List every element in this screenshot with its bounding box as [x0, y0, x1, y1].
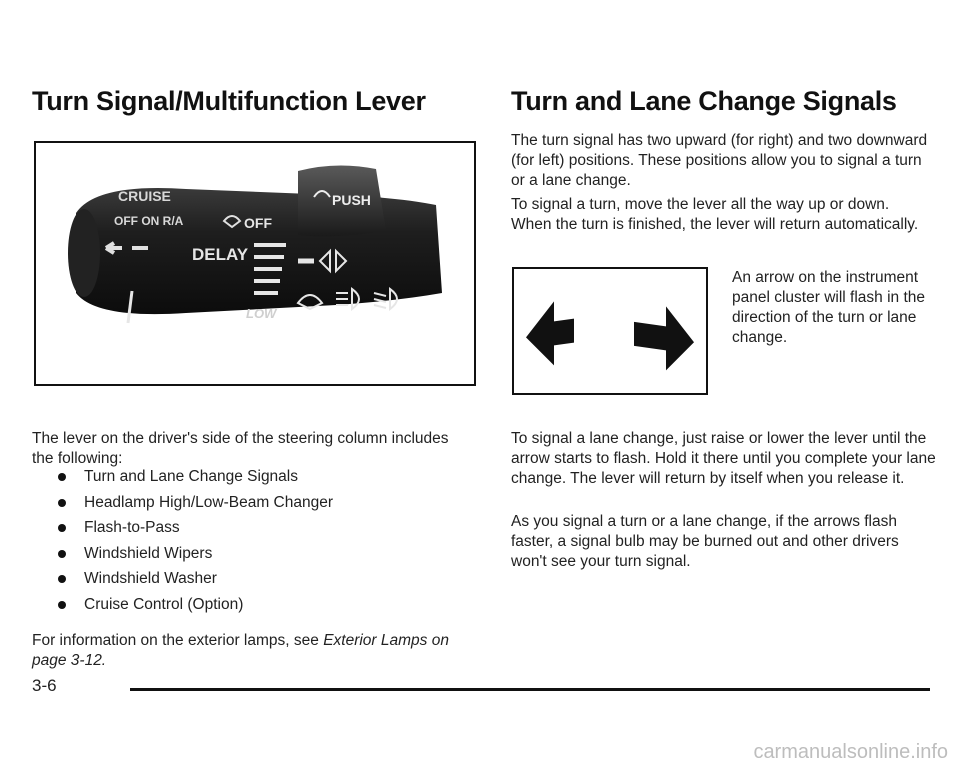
photo-label-off: OFF — [244, 215, 272, 231]
arrow-caption-text: An arrow on the instrument panel cluster will flash in the direction of the turn or lane change. — [732, 269, 925, 346]
flash-faster-text: As you signal a turn or a lane change, if the arrows flash faster, a signal bulb may be burned out and other drivers won't see your turn signal. — [511, 513, 899, 570]
left-column — [32, 86, 487, 117]
right-arrow-icon — [634, 302, 694, 374]
section-heading-turn-signals: Turn and Lane Change Signals — [511, 86, 897, 116]
exterior-lamps-reference — [32, 631, 452, 671]
list-item: Windshield Wipers — [58, 544, 333, 570]
multifunction-lever-photo — [34, 141, 476, 386]
lever-functions-list — [58, 467, 333, 620]
turn-arrows-illustration — [514, 269, 706, 393]
page-number: 3-6 — [32, 676, 57, 695]
list-item: Cruise Control (Option) — [58, 595, 333, 621]
outro-prefix: For information on the exterior lamps, see — [32, 632, 324, 649]
left-arrow-icon — [526, 299, 574, 370]
right-column — [511, 86, 936, 117]
section-heading-multifunction-lever: Turn Signal/Multifunction Lever — [32, 86, 426, 116]
list-item: Windshield Washer — [58, 569, 333, 595]
photo-label-off-on-ra: OFF ON R/A — [114, 214, 184, 228]
signal-turn-text: To signal a turn, move the lever all the way up or down. When the turn is finished, the lever will return automatically. — [511, 196, 919, 233]
list-item: Headlamp High/Low-Beam Changer — [58, 493, 333, 519]
photo-label-cruise: CRUISE — [118, 188, 171, 204]
site-watermark: carmanualsonline.info — [753, 741, 948, 763]
lever-intro-text: The lever on the driver's side of the steering column includes the following: — [32, 430, 449, 467]
photo-label-low: LOW — [246, 306, 277, 321]
footer-divider — [130, 688, 930, 691]
turn-signal-positions-text: The turn signal has two upward (for right) and two downward (for left) positions. These positions allow you to signal a turn or a lane change. — [511, 132, 928, 189]
exterior-lamps-link[interactable]: Exterior Lamps on page 3-12. — [32, 632, 449, 669]
photo-label-delay: DELAY — [192, 245, 249, 264]
list-item: Turn and Lane Change Signals — [58, 467, 333, 493]
turn-arrows-figure — [512, 267, 708, 395]
lane-change-text: To signal a lane change, just raise or lower the lever until the arrow starts to flash. Hold it there until you complete your lane change. The lever will return by itself when you release it. — [511, 430, 936, 487]
lever-illustration — [36, 143, 474, 384]
photo-label-push: PUSH — [332, 192, 371, 208]
list-item: Flash-to-Pass — [58, 518, 333, 544]
